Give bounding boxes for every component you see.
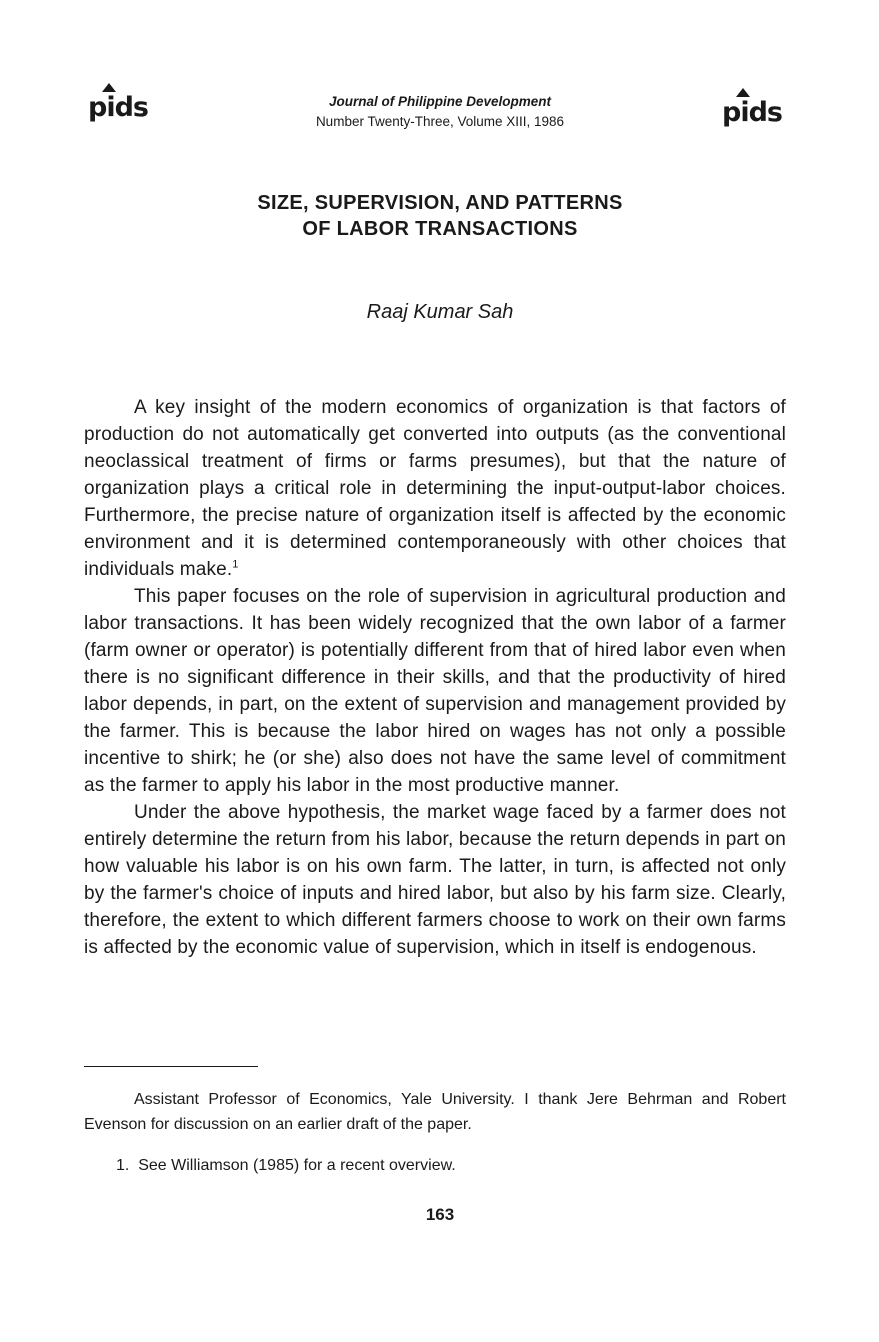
title-line-1: SIZE, SUPERVISION, AND PATTERNS [257,192,623,214]
article-author: Raaj Kumar Sah [366,301,514,323]
body-paragraph [84,394,786,583]
article-title [120,190,760,242]
page-number: 163 [425,1205,455,1224]
logo-text: pids [722,97,782,128]
title-line-2: OF LABOR TRANSACTIONS [302,218,578,240]
journal-header [180,92,700,132]
footnote-affiliation: Assistant Professor of Economics, Yale University. I thank Jere Behrman and Robert Evenson for discussion on an earlier draft of the paper. [84,1091,786,1133]
pids-logo-left [88,92,148,123]
footnotes [84,1087,786,1178]
body-paragraph: This paper focuses on the role of supervision in agricultural production and labor transactions. It has been widely recognized that the own labor of a farmer (farm owner or operator) is potentially different from that of hired labor even when there is no significant difference in their skills, and that the productivity of hired labor depends, in part, on the extent of supervision and management provided by the farmer. This is because the labor hired on wages has not only a possible incentive to shirk; he (or she) also does not have the same level of commitment as the farmer to apply his labor in the most productive manner. [84,586,786,796]
article-body [84,394,786,961]
footnote-1 [84,1153,786,1178]
footnote-number: 1. [116,1157,130,1174]
logo-roof-icon [736,88,750,97]
footnote-ref: 1 [232,558,239,571]
journal-title: Journal of Philippine Development [328,94,552,109]
pids-logo-right [722,97,782,128]
footnote-text: See Williamson (1985) for a recent overview. [138,1157,456,1174]
journal-issue: Number Twenty-Three, Volume XIII, 1986 [315,114,565,129]
logo-text: pids [88,92,148,123]
body-paragraph: Under the above hypothesis, the market wage faced by a farmer does not entirely determine the return from his labor, because the return depends in part on how valuable his labor is on his own farm. The latter, in turn, is affected not only by the farmer's choice of inputs and hired labor, but also by his farm size. Clearly, therefore, the extent to which different farmers choose to work on their own farms is affected by the economic value of supervision, which in itself is endogenous. [84,802,786,958]
logo-roof-icon [102,83,116,92]
footnote-divider [84,1066,258,1067]
paragraph-text: A key insight of the modern economics of organization is that factors of production do not automatically get converted into outputs (as the conventional neoclassical treatment of firms or farms presumes), but that the nature of organization plays a critical role in determining the input-output-labor choices. Furthermore, the precise nature of organization itself is affected by the economic environment and it is determined contemporaneously with other choices that individuals make. [84,397,786,580]
